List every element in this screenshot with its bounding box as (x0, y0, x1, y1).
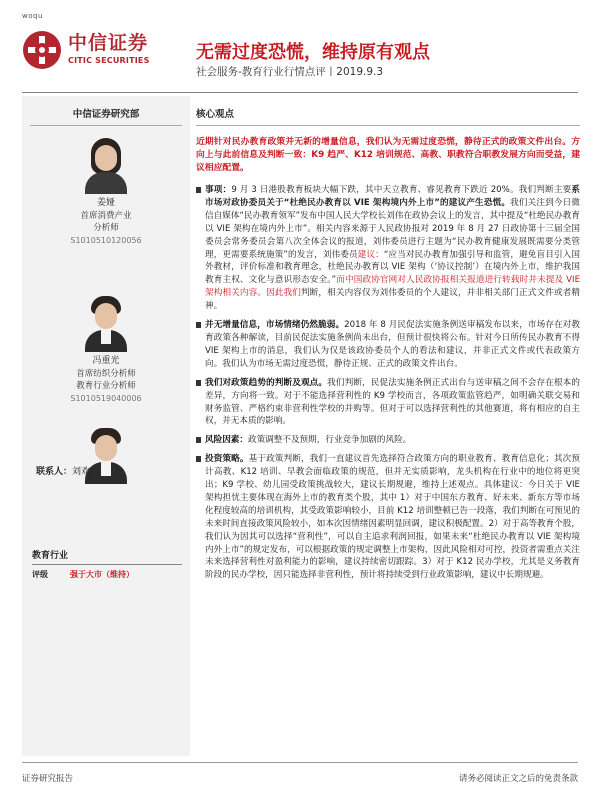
section-text: 2018 年 8 月民促法实施条例送审稿发布以来，市场存在对教育政策各种解读，目前民促法实施条例尚未出台，但预计很快将公布。针对今日所传民办教育不得 VIE 架构上市的消息，我们认为仅是该政协委员个人的看法和建议，并非正式文件或代表政策方向。我们认为市场无需过度恐慌，静待正规、正式的政策文件出台。 (205, 320, 580, 369)
square-bullet-icon (196, 187, 201, 193)
section-heading: 我们对政策趋势的判断及观点。 (205, 377, 328, 388)
contact-photo-wrap (22, 426, 190, 486)
section-red-text: 而中国政协官网对人民政协报相关报道进行转载时并未提及 VIE 架构相关内容。因此我们 (205, 275, 580, 299)
analyst-card-2 (22, 294, 190, 405)
analyst-role: 首席消费产业 (80, 211, 132, 221)
section-text: 政策调整不及预期，行业竞争加剧的风险。 (247, 435, 412, 446)
section-text: 判断，相关内容仅为刘伟委员的个人建议，并非相关部门正式文件或者精神。 (205, 288, 580, 312)
analyst-license: S1010510120056 (70, 236, 142, 245)
report-subtitle: 社会服务-教育行业行情点评丨2019.9.3 (196, 66, 384, 78)
section-heading: 事项： (205, 185, 232, 195)
section-text: 基于政策判断，我们一直建议首先选择符合政策方向的职业教育、教育信息化；其次预计高教、K12 培训、早教会面临政策的规范，但并无实质影响，龙头机构在行业中的地位将更突出；K9 学校、幼儿园受政策挑战较大，建议长期规避，维持上述观点。具体建议：今日关于 VIE 架构担忧主要体现在海外上市的教育类个股，其中 1）对于中国东方教育、好未来、新东方等市场化程度较高的培训机构，其受政策影响较小，目前 K12 培训整顿已告一段落，我们判断在可预见的未来时间直接政策风险较小，如本次因情绪因素明显回调，建议积极配置。2）对于高等教育个股，我们认为因其可以选择“营利性”，可以自主追求利润回报，如果未来“杜绝民办教育以 VIE 架构境内外上市”的规定发布，可以根据政策的规定调整上市架构，因此风险相对可控，投资者需重点关注未来选择营利性对盈利能力的影响，建议持续密切跟踪。3）对于 K12 民办学校，尤其是义务教育阶段的民办学校，因只能选择非营利性，预计将持续受到行业政策影响，建议中长期规避。 (205, 454, 581, 581)
analyst-role: 首席纺织分析师 (76, 369, 136, 379)
section-heading: 并无增量信息，市场情绪仍然脆弱。 (205, 320, 345, 331)
square-bullet-icon (196, 322, 201, 328)
section-event (196, 184, 580, 313)
square-bullet-icon (196, 456, 201, 462)
woqu-watermark: woqu (22, 12, 43, 20)
analyst-role: 教育行业分析师 (76, 381, 136, 391)
footer-divider (22, 762, 578, 763)
contact-label: 联系人： (36, 467, 73, 477)
section-text: “应当对民办教育加强引导和监管，避免盲目引入国外教材，评价标准和教育理念，杜绝民办教育以 VIE 架构（‘协议控制’）在境内外上市，维护我国教育主权、文化与意识形态安全。” (205, 249, 580, 286)
analyst-card-1 (22, 136, 190, 247)
section-text: 9 月 3 日港股教育板块大幅下跌，其中天立教育、睿见教育下跌近 20%。我们判断主要 (231, 185, 572, 195)
contact (36, 464, 90, 477)
section-heading: 投资策略。 (205, 454, 249, 465)
square-bullet-icon (196, 437, 201, 443)
section-strategy (196, 453, 580, 582)
header-divider (22, 92, 578, 93)
analyst-name: 冯重光 (92, 356, 120, 366)
citic-logo (22, 26, 182, 74)
rating-value: 强于大市（维持） (70, 570, 134, 579)
section-policy-view (196, 377, 580, 429)
citic-logo-icon (22, 30, 62, 70)
core-view-label: 核心观点 (196, 96, 580, 126)
section-heading: 风险因素： (205, 435, 248, 446)
analyst-photo (81, 294, 131, 352)
brand-name-cn: 中信证券 (68, 32, 149, 54)
industry-rating (32, 548, 182, 580)
report-title: 无需过度恐慌，维持原有观点 (196, 42, 430, 63)
industry-label: 教育行业 (32, 548, 182, 565)
section-emphasis: 系市场对政协委员关于“杜绝民办教育以 VIE 架构境内外上市”的建议产生恐慌。 (205, 185, 580, 208)
square-bullet-icon (196, 380, 201, 386)
rating-label: 评级 (32, 570, 48, 579)
team-label: 中信证券研究部 (30, 96, 182, 126)
section-risk (196, 434, 580, 447)
brand-name-en: CITIC SECURITIES (68, 56, 150, 65)
footer-disclaimer: 请务必阅读正文之后的免责条款 (458, 774, 578, 784)
contact-name: 刘欢 (72, 467, 91, 477)
main-content (196, 96, 580, 582)
section-sentiment (196, 319, 580, 371)
section-text: 我们判断，民促法实施条例正式出台与送审稿之间不会存在根本的差异，方向将一致。对于不能选择营利性的 K9 学校而言，各项政策监管趋严，如明确关联交易和财务监管、严格约束非营利性学校的并购等。但对于可以选择营利性的其他赛道，将有相应的自主权，并无本质的影响。 (205, 377, 580, 427)
section-red-text: 建议： (357, 249, 384, 260)
core-summary: 近期针对民办教育政策并无新的增量信息，我们认为无需过度恐慌，静待正式的政策文件出台。方向上与此前信息及判断一致：K9 趋严、K12 培训规范、高教、职教符合职教发展方向而受益，建议相应配置。 (196, 137, 580, 173)
analyst-name: 姜娅 (96, 198, 115, 208)
analyst-license: S1010519040006 (70, 394, 142, 403)
sidebar (22, 96, 190, 756)
analyst-role: 分析师 (93, 223, 119, 233)
analyst-photo (81, 136, 131, 194)
section-text: 我们关注到今日微信自媒体“民办教育领军”发布中国人民大学校长刘伟在政协会议上的发言，其中提及“杜绝民办教育以 VIE 架构在境内外上市”。相关内容来源于人民政协报对 2019 年 8 月 27 日政协第十三届全国委员会常务委员会第八次全体会议的报道，刘伟委员进行主题为“民办教育健康发展既需要分类管理，更需要系统施策”的发言，刘伟委员 (205, 197, 580, 260)
footer-left: 证券研究报告 (22, 774, 74, 784)
